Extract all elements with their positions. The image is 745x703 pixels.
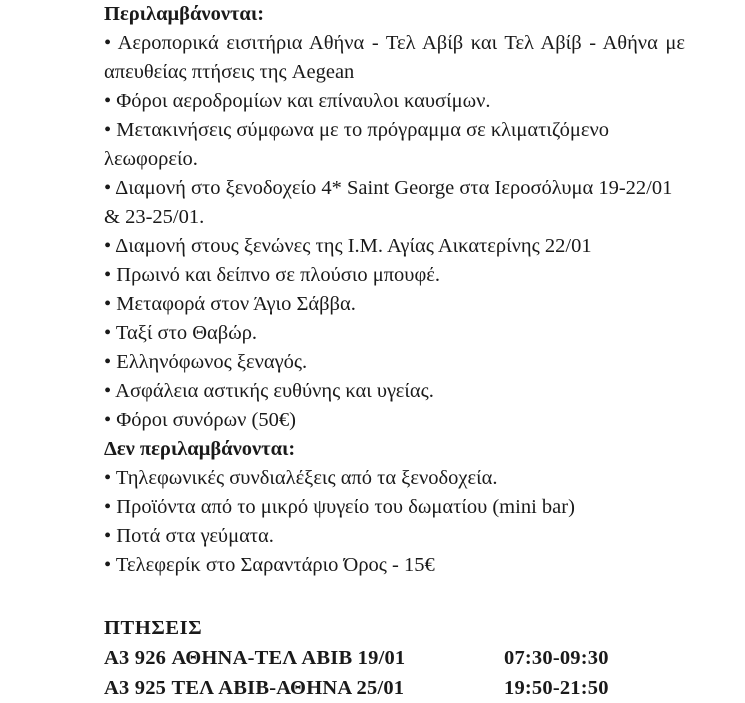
not-included-item-3: • Τελεφερίκ στο Σαραντάριο Όρος - 15€ bbox=[104, 554, 435, 576]
flight-time: 19:50-21:50 bbox=[504, 677, 609, 699]
not-included-heading: Δεν περιλαμβάνονται: bbox=[104, 438, 296, 460]
flight-row bbox=[104, 673, 685, 703]
included-item-5: • Πρωινό και δείπνο σε πλούσιο μπουφέ. bbox=[104, 264, 441, 286]
included-item-2: • Μετακινήσεις σύμφωνα με το πρόγραμμα σε κλιματιζόμενο λεωφορείο. bbox=[104, 119, 609, 170]
flight-route: A3 926 ΑΘΗΝΑ-ΤΕΛ ΑΒΙΒ 19/01 bbox=[104, 647, 406, 669]
included-item-0: • Αεροπορικά εισιτήρια Αθήνα - Τελ Αβίβ και Τελ Αβίβ - Αθήνα με απευθείας πτήσεις της Aegean bbox=[104, 32, 685, 83]
included-item-4: • Διαμονή στους ξενώνες της Ι.Μ. Αγίας Αικατερίνης 22/01 bbox=[104, 235, 592, 257]
not-included-item-1: • Προϊόντα από το μικρό ψυγείο του δωματίου (mini bar) bbox=[104, 496, 575, 518]
flight-row bbox=[104, 643, 685, 673]
included-item-9: • Ασφάλεια αστικής ευθύνης και υγείας. bbox=[104, 380, 434, 402]
flight-route: A3 925 ΤΕΛ ΑΒΙΒ-ΑΘΗΝΑ 25/01 bbox=[104, 677, 405, 699]
flights-title: ΠΤΗΣΕΙΣ bbox=[104, 617, 203, 639]
not-included-item-2: • Ποτά στα γεύματα. bbox=[104, 525, 274, 547]
included-heading: Περιλαμβάνονται: bbox=[104, 3, 265, 25]
included-item-3: • Διαμονή στο ξενοδοχείο 4* Saint George στα Ιεροσόλυμα 19-22/01 & 23-25/01. bbox=[104, 177, 673, 228]
included-item-7: • Ταξί στο Θαβώρ. bbox=[104, 322, 258, 344]
not-included-item-0: • Τηλεφωνικές συνδιαλέξεις από τα ξενοδοχεία. bbox=[104, 467, 498, 489]
included-item-10: • Φόροι συνόρων (50€) bbox=[104, 409, 296, 431]
included-item-6: • Μεταφορά στον Άγιο Σάββα. bbox=[104, 293, 356, 315]
section-spacer bbox=[104, 580, 685, 613]
included-item-1: • Φόροι αεροδρομίων και επίναυλοι καυσίμων. bbox=[104, 90, 491, 112]
included-item-8: • Ελληνόφωνος ξεναγός. bbox=[104, 351, 308, 373]
flight-time: 07:30-09:30 bbox=[504, 647, 609, 669]
